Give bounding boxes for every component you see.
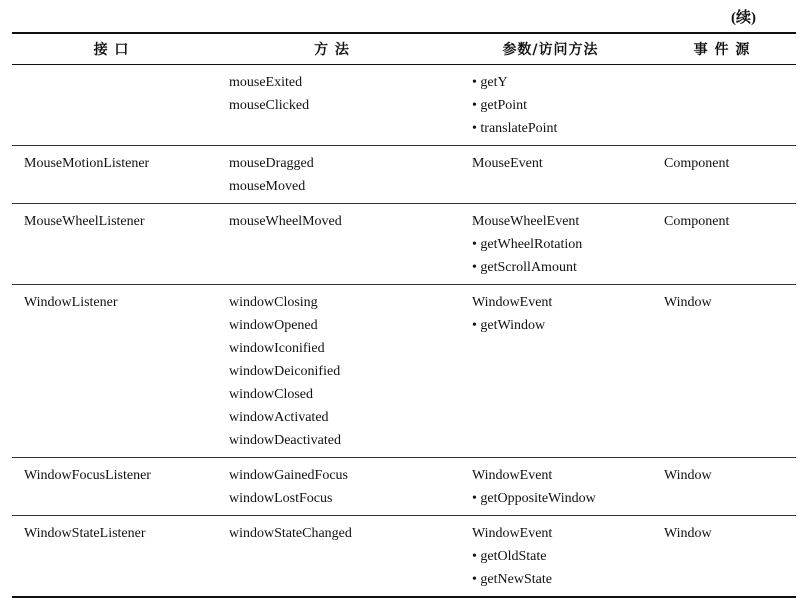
method-item: windowActivated <box>229 410 329 425</box>
interface-cell: WindowStateListener <box>12 516 211 598</box>
source-cell: Window <box>648 458 796 516</box>
params-cell <box>453 65 648 146</box>
param-item: • getPoint <box>472 98 528 113</box>
param-item: • translatePoint <box>472 121 558 136</box>
method-item: windowOpened <box>229 318 318 333</box>
param-item: • getY <box>472 75 508 90</box>
methods-cell <box>211 146 453 204</box>
table-row <box>12 285 796 458</box>
params-cell <box>453 146 648 204</box>
table-row <box>12 516 796 598</box>
param-item: • getWindow <box>472 318 546 333</box>
param-item: • getScrollAmount <box>472 260 577 275</box>
header-methods: 方 法 <box>211 33 453 65</box>
method-item: mouseExited <box>229 75 303 90</box>
method-item: windowIconified <box>229 341 325 356</box>
method-item: windowDeiconified <box>229 364 341 379</box>
param-item: WindowEvent <box>472 468 553 483</box>
method-item: windowClosed <box>229 387 313 402</box>
param-item: WindowEvent <box>472 295 553 310</box>
methods-cell <box>211 65 453 146</box>
table-row <box>12 65 796 146</box>
interface-cell: WindowFocusListener <box>12 458 211 516</box>
method-item: windowGainedFocus <box>229 468 348 483</box>
methods-cell <box>211 458 453 516</box>
param-item: WindowEvent <box>472 526 553 541</box>
interface-cell: WindowListener <box>12 285 211 458</box>
param-item: • getNewState <box>472 572 552 587</box>
table-row <box>12 458 796 516</box>
method-item: mouseWheelMoved <box>229 214 342 229</box>
param-item: MouseEvent <box>472 156 543 171</box>
method-item: mouseClicked <box>229 98 310 113</box>
param-item: • getOppositeWindow <box>472 491 596 506</box>
table-row <box>12 204 796 285</box>
interface-cell: MouseWheelListener <box>12 204 211 285</box>
params-cell <box>453 516 648 598</box>
header-params: 参数/访问方法 <box>453 33 648 65</box>
method-item: windowLostFocus <box>229 491 333 506</box>
header-row <box>12 33 796 65</box>
params-cell <box>453 285 648 458</box>
source-cell: Window <box>648 285 796 458</box>
method-item: windowClosing <box>229 295 318 310</box>
listener-table <box>12 32 796 598</box>
method-item: mouseDragged <box>229 156 314 171</box>
methods-cell <box>211 204 453 285</box>
params-cell <box>453 458 648 516</box>
header-source: 事 件 源 <box>648 33 796 65</box>
interface-cell <box>12 65 211 146</box>
method-item: windowStateChanged <box>229 526 352 541</box>
source-cell: Component <box>648 146 796 204</box>
source-cell: Component <box>648 204 796 285</box>
source-cell <box>648 65 796 146</box>
table-row <box>12 146 796 204</box>
methods-cell <box>211 516 453 598</box>
method-item: mouseMoved <box>229 179 306 194</box>
method-item: windowDeactivated <box>229 433 341 448</box>
source-cell: Window <box>648 516 796 598</box>
continued-label: (续) <box>731 10 756 26</box>
param-item: MouseWheelEvent <box>472 214 580 229</box>
methods-cell <box>211 285 453 458</box>
header-interface: 接 口 <box>12 33 211 65</box>
params-cell <box>453 204 648 285</box>
param-item: • getWheelRotation <box>472 237 583 252</box>
interface-cell: MouseMotionListener <box>12 146 211 204</box>
param-item: • getOldState <box>472 549 547 564</box>
